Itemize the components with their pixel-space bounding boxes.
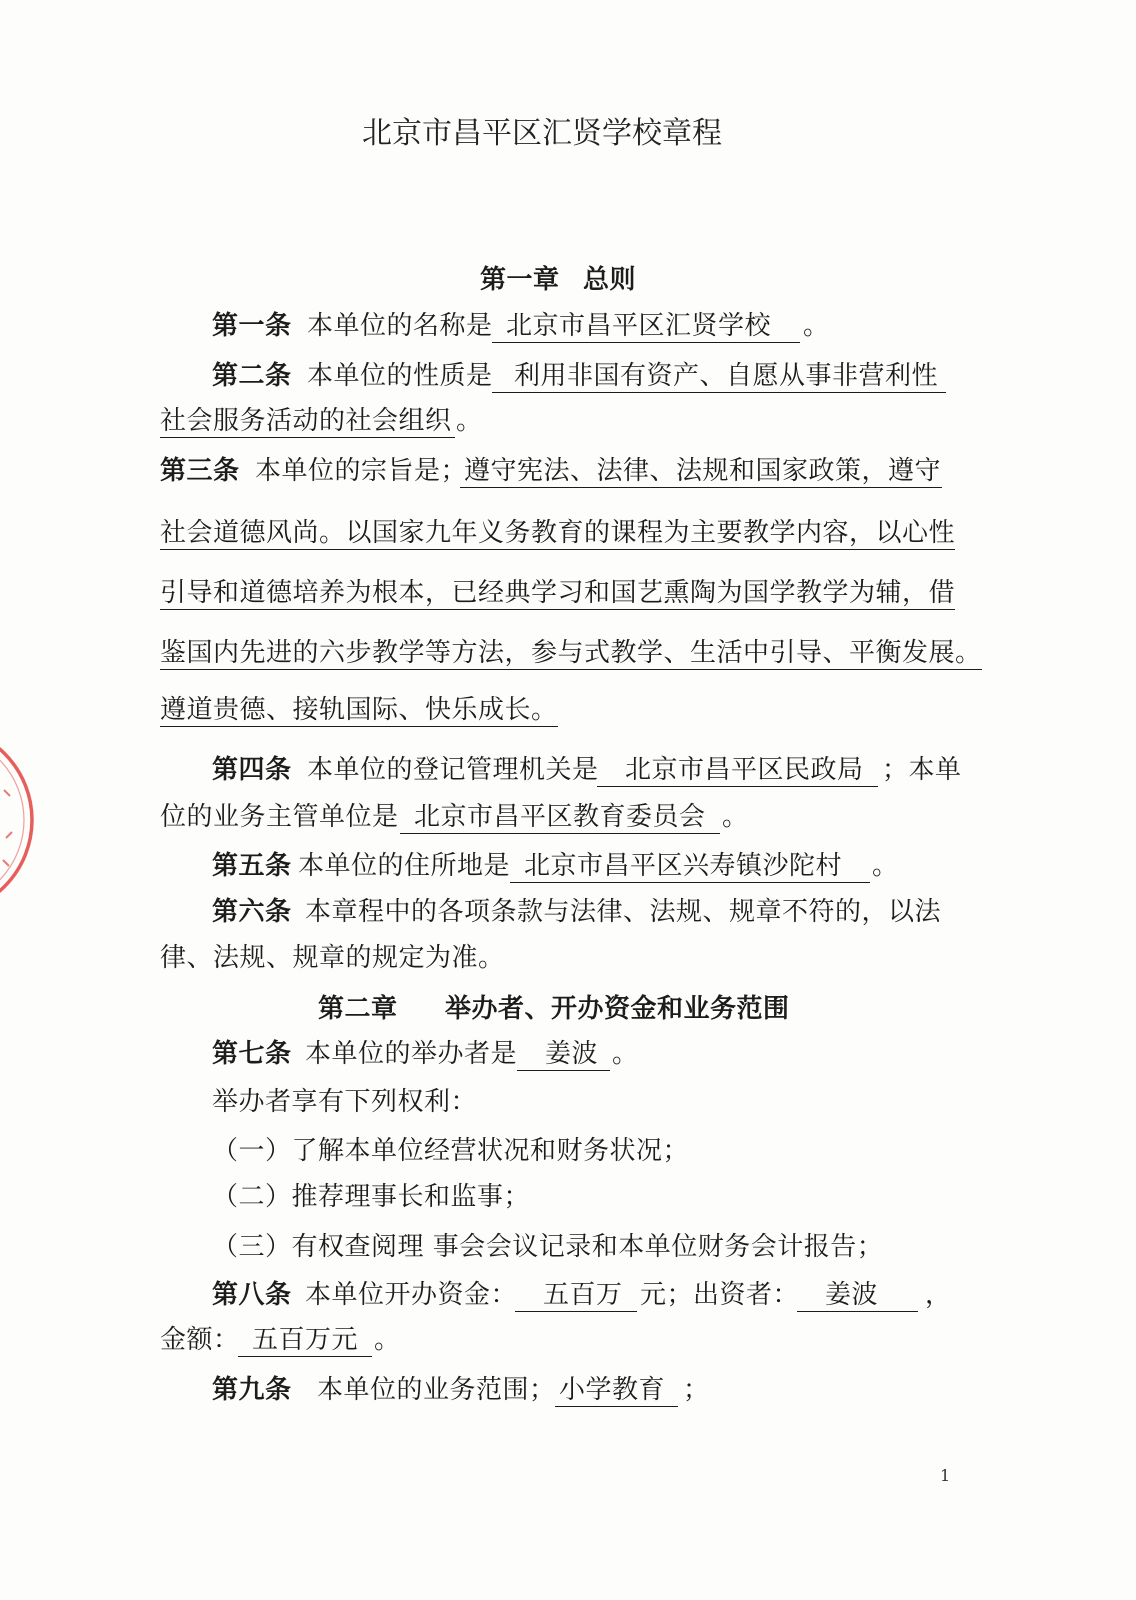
- article2-label: 第二条: [212, 361, 292, 391]
- article8-fill-investor: 姜波: [797, 1279, 918, 1312]
- article1-end: 。: [803, 311, 830, 341]
- article4-label: 第四条: [212, 755, 292, 785]
- article7-right-3-line: [0, 1231, 1136, 1265]
- article2-line-1: [0, 360, 1136, 394]
- article7-right-2: （二）推荐理事长和监事；: [212, 1182, 531, 1212]
- article7-right-2-line: [0, 1181, 1136, 1215]
- article2-line-2: [0, 405, 1136, 439]
- article3-line-5: [0, 694, 1136, 728]
- article7-right-1-line: [0, 1135, 1136, 1169]
- article3-line-1: [0, 455, 1136, 489]
- article3-fill-line-3: 引导和道德培养为根本，已经典学习和国艺熏陶为国学教学为辅，借: [160, 578, 956, 608]
- article4-text-2: 位的业务主管单位是: [160, 802, 399, 832]
- article8-unit: 元；出资者：: [640, 1280, 800, 1310]
- document-title: 北京市昌平区汇贤学校章程: [362, 116, 722, 151]
- article4-mid: ；本单: [882, 755, 962, 785]
- article9-line: [0, 1374, 1136, 1408]
- article7-label: 第七条: [212, 1039, 292, 1069]
- article1-text: 本单位的名称是: [307, 311, 493, 341]
- article3-fill-line-4: 鉴国内先进的六步教学等方法，参与式教学、生活中引导、平衡发展。: [160, 638, 982, 668]
- article6-text-2: 律、法规、规章的规定为准。: [160, 943, 505, 973]
- article1-fill: 北京市昌平区汇贤学校: [492, 310, 800, 343]
- article2-end: 。: [456, 406, 483, 436]
- article9-label: 第九条: [212, 1375, 292, 1405]
- article4-end: 。: [722, 802, 749, 832]
- chapter1-heading: [0, 264, 1136, 298]
- article3-fill-line-2: 社会道德风尚。以国家九年义务教育的课程为主要教学内容，以心性: [160, 518, 956, 548]
- article6-line-2: [0, 942, 1136, 976]
- chapter1-name: 总则: [583, 265, 637, 295]
- article2-fill-2: 社会服务活动的社会组织: [160, 405, 455, 438]
- chapter2-name: 举办者、开办资金和业务范围: [445, 994, 790, 1024]
- chapter1-number: 第一章: [480, 265, 560, 295]
- article9-end: ；: [683, 1375, 710, 1405]
- article7-end: 。: [612, 1039, 639, 1069]
- article7-right-1: （一）了解本单位经营状况和财务状况；: [212, 1136, 690, 1166]
- article7-right-3: （三）有权查阅理 事会会议记录和本单位财务会计报告；: [212, 1232, 884, 1262]
- article3-line-2: [0, 517, 1136, 551]
- article8-comma: ，: [925, 1280, 952, 1310]
- article3-fill-line-1: 遵守宪法、法律、法规和国家政策，遵守: [460, 455, 942, 488]
- article3-line-4: [0, 637, 1136, 671]
- article4-line-2: [0, 801, 1136, 835]
- article1-line: [0, 310, 1136, 344]
- article8-end: 。: [374, 1325, 401, 1355]
- article5-text: 本单位的住所地是: [298, 851, 511, 881]
- article8-text: 本单位开办资金：: [305, 1280, 518, 1310]
- article4-line-1: [0, 754, 1136, 788]
- chapter2-number: 第二章: [318, 994, 398, 1024]
- article1-label: 第一条: [212, 311, 292, 341]
- article9-text: 本单位的业务范围；: [317, 1375, 556, 1405]
- article8-label: 第八条: [212, 1280, 292, 1310]
- article4-fill-registration: 北京市昌平区民政局: [597, 754, 878, 787]
- article7-rights-intro-line: [0, 1086, 1136, 1120]
- article5-fill-address: 北京市昌平区兴寿镇沙陀村: [510, 850, 870, 883]
- article7-line: [0, 1038, 1136, 1072]
- article7-fill-founder: 姜波: [517, 1038, 610, 1071]
- page-number: 1: [940, 1466, 951, 1485]
- article3-label: 第三条: [160, 456, 240, 486]
- article5-end: 。: [872, 851, 899, 881]
- article2-fill-1: 利用非国有资产、自愿从事非营利性: [492, 360, 946, 393]
- chapter2-heading: [0, 993, 1136, 1027]
- article3-fill-line-5: 遵道贵德、接轨国际、快乐成长。: [160, 695, 558, 725]
- article8-amount-label: 金额：: [160, 1325, 240, 1355]
- article8-fill-amount: 五百万元: [238, 1324, 372, 1357]
- article6-line-1: [0, 896, 1136, 930]
- article8-line-2: [0, 1324, 1136, 1358]
- article3-text: 本单位的宗旨是；: [255, 456, 468, 486]
- article5-label: 第五条: [212, 851, 292, 881]
- article2-text: 本单位的性质是: [307, 361, 493, 391]
- article3-line-3: [0, 577, 1136, 611]
- article9-fill-scope: 小学教育: [555, 1374, 678, 1407]
- article6-text-1: 本章程中的各项条款与法律、法规、规章不符的，以法: [305, 897, 942, 927]
- article8-fill-capital: 五百万: [515, 1279, 637, 1312]
- article8-line-1: [0, 1279, 1136, 1313]
- article7-text: 本单位的举办者是: [305, 1039, 518, 1069]
- article5-line: [0, 850, 1136, 884]
- article6-label: 第六条: [212, 897, 292, 927]
- article7-rights-intro: 举办者享有下列权利：: [212, 1087, 478, 1117]
- article4-fill-supervisor: 北京市昌平区教育委员会: [400, 801, 720, 834]
- article4-text: 本单位的登记管理机关是: [307, 755, 599, 785]
